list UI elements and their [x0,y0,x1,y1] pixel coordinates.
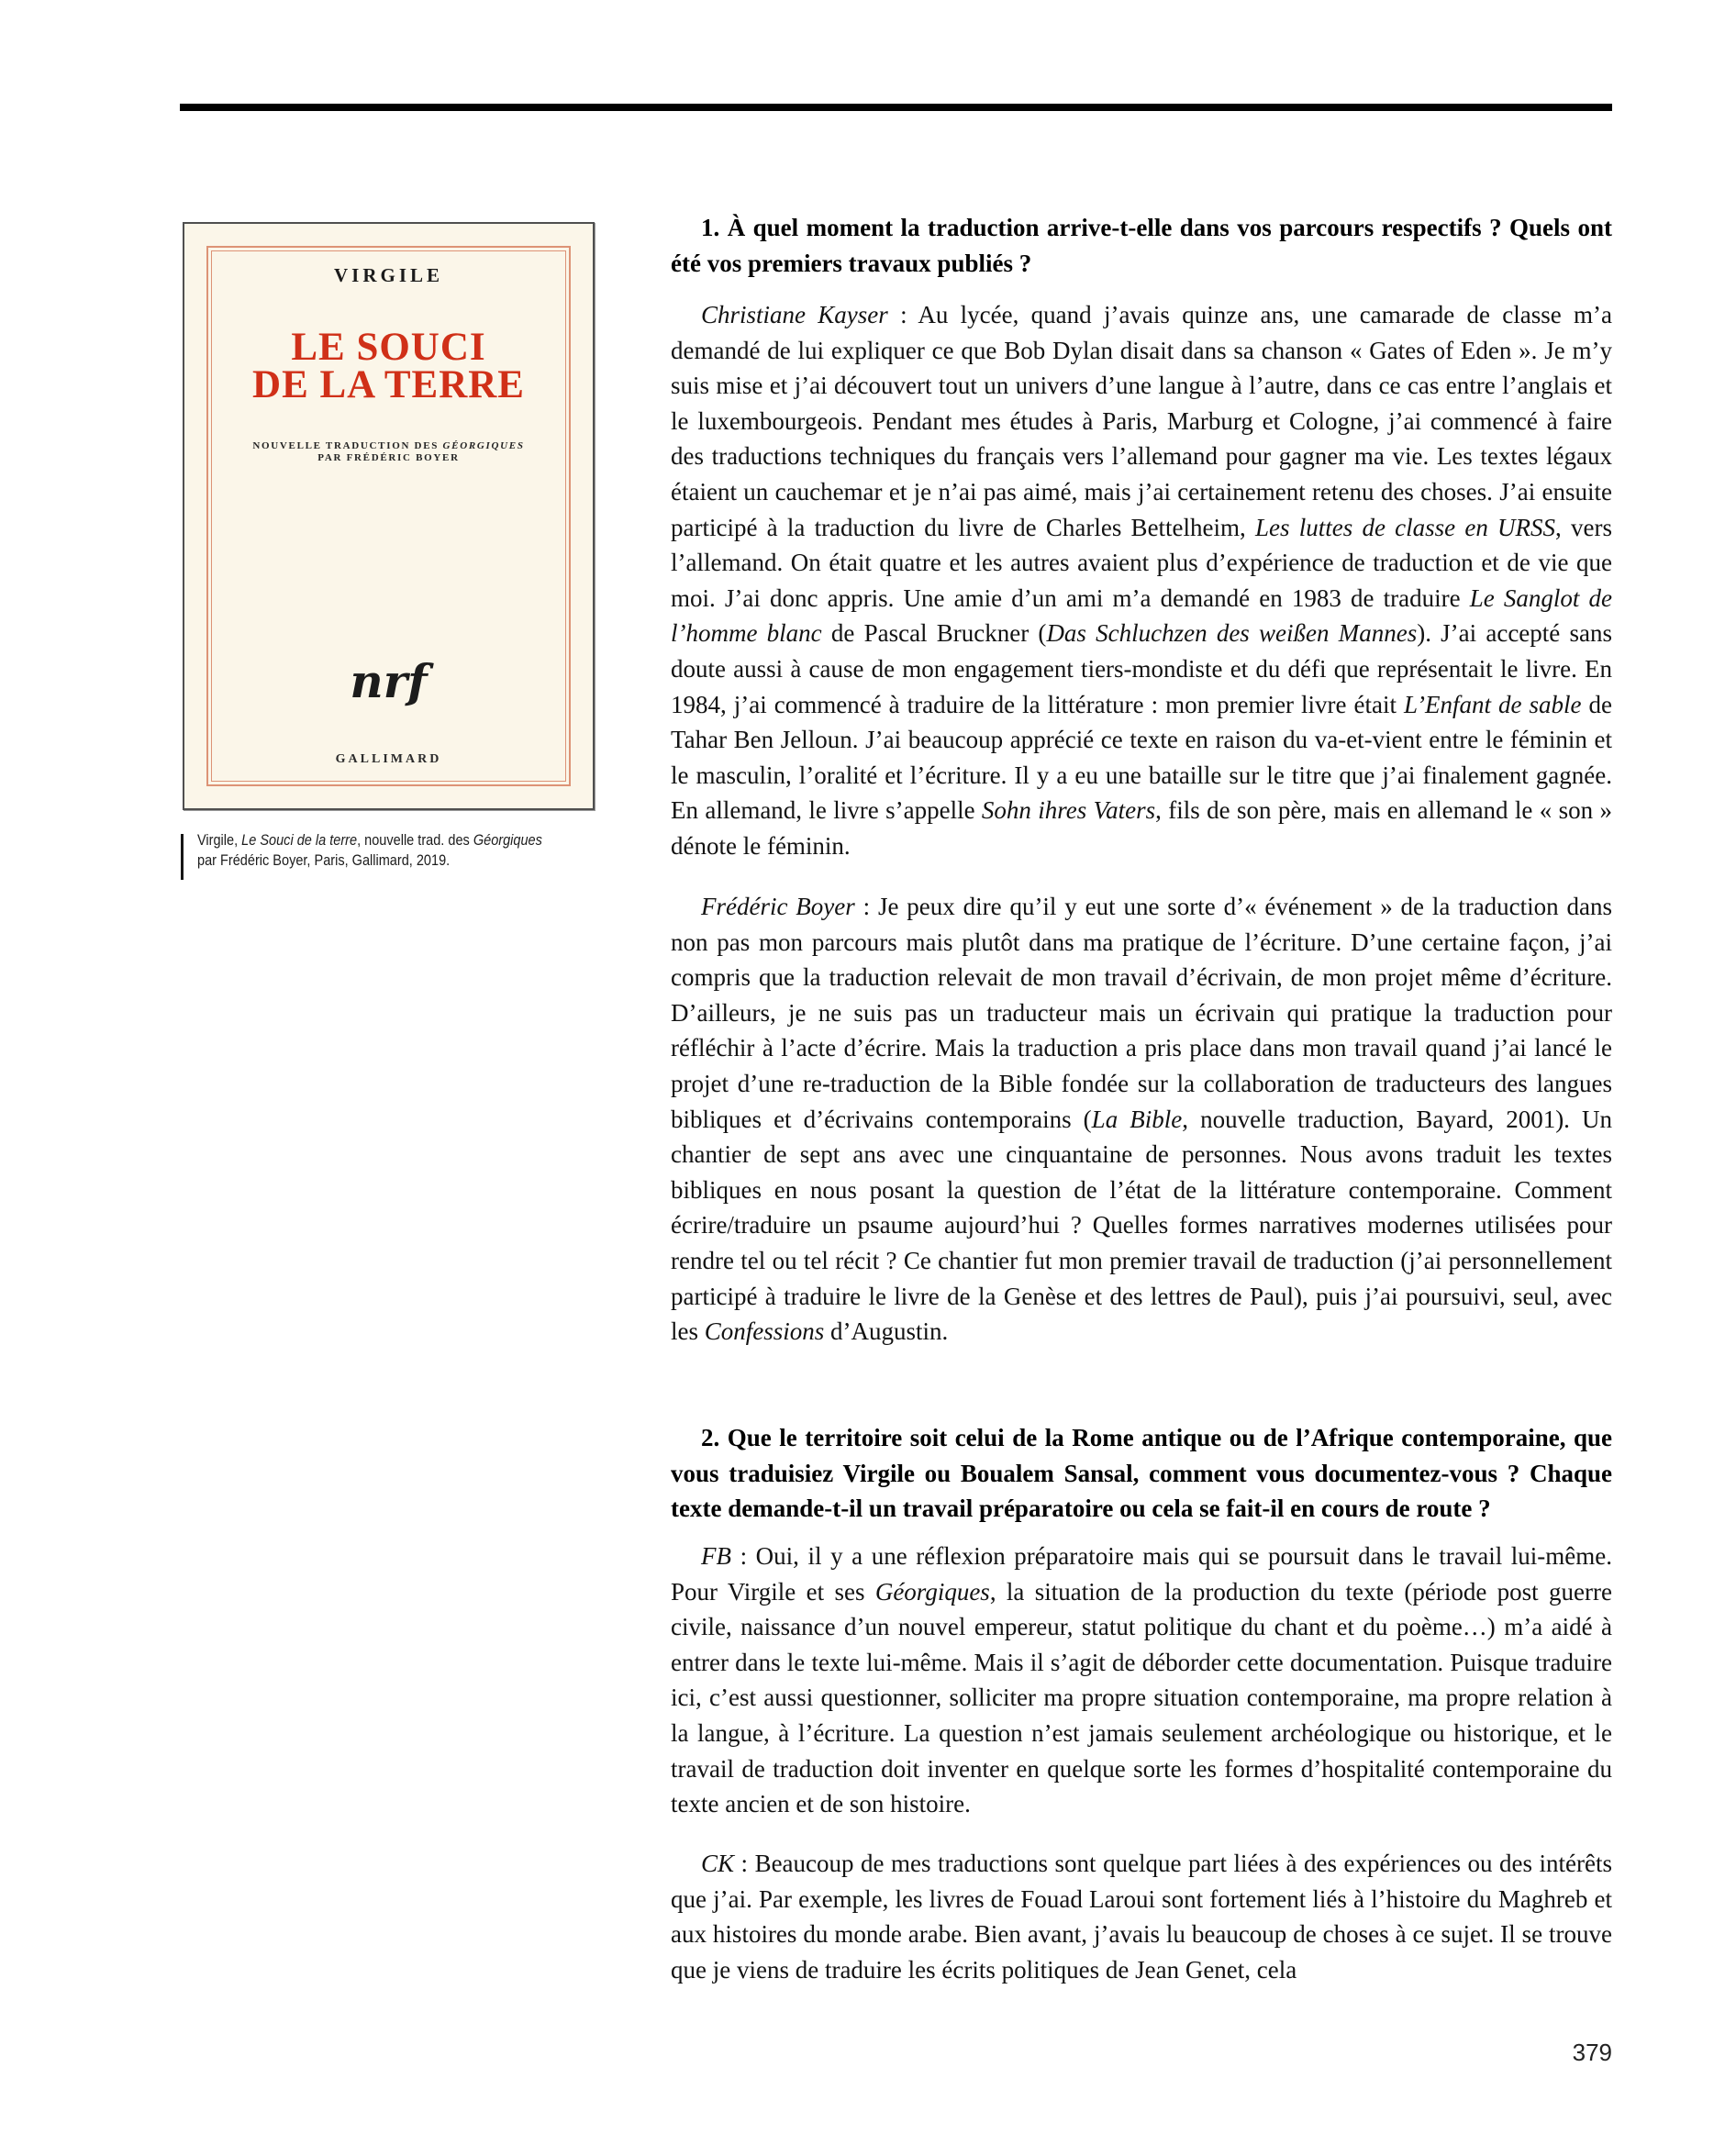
cover-title-line1: LE SOUCI [291,326,486,369]
caption-line-2: par Frédéric Boyer, Paris, Gallimard, 2019. [197,851,451,869]
interview-question-1: 1. À quel moment la traduction arrive-t-elle dans vos parcours respectifs ? Quels ont été vos premiers travaux publiés ? [671,214,1612,277]
cover-title [184,328,593,404]
interview-answer-kayser: Christiane Kayser : Au lycée, quand j’avais quinze ans, une camarade de classe m’a demandé de lui expliquer ce que Bob Dylan disait dans sa chanson « Gates of Eden ». Je m’y suis mise et j’ai découvert tout un univers d’une langue à l’autre, dans ce cas entre l’anglais et le luxembourgeois. Pendant mes études à Paris, Marburg et Cologne, j’ai commencé à faire des traductions techniques du français vers l’allemand pour gagner ma vie. Les textes légaux étaient un cauchemar et je n’ai pas aimé, mais j’ai certainement retenu des choses. J’ai ensuite participé à la traduction du livre de Charles Bettelheim, Les luttes de classe en URSS, vers l’allemand. On était quatre et les autres avaient plus d’expérience de traduction et de vie que moi. J’ai donc appris. Une amie d’un ami m’a demandé en 1983 de traduire Le Sanglot de l’homme blanc de Pascal Bruckner (Das Schluchzen des weißen Mannes). J’ai accepté sans doute aussi à cause de mon engagement tiers-mondiste et du défi que représentait le livre. En 1984, j’ai commencé à traduire de la littérature : mon premier livre était L’Enfant de sable de Tahar Ben Jelloun. J’ai beaucoup apprécié ce texte en raison du va-et-vient entre le féminin et le masculin, l’oralité et l’écriture. Il y a eu une bataille sur le titre que j’ai finalement gagnée. En allemand, le livre s’appelle Sohn ihres Vaters, fils de son père, mais en allemand le « son » dénote le féminin. [671,301,1613,860]
cover-subtitle [184,440,593,464]
interview-question-2: 2. Que le territoire soit celui de la Rome antique ou de l’Afrique contemporaine, que vous traduisiez Virgile ou Boualem Sansal, comment vous documentez-vous ? Chaque texte demande-t-il un travail préparatoire ou cela se fait-il en cours de route ? [671,1424,1612,1523]
interview-answer-ck: CK : Beaucoup de mes traductions sont quelque part liées à des expériences ou des intérêts que j’ai. Par exemple, les livres de Fouad Laroui sont fortement liés à l’histoire du Maghreb et aux histoires du monde arabe. Bien avant, j’avais lu beaucoup de choses à ce sujet. Il se trouve que je viens de traduire les écrits politiques de Jean Genet, cela [671,1850,1612,1984]
nrf-logo: nrf [350,654,428,708]
cover-subtitle-line2: PAR FRÉDÉRIC BOYER [317,452,460,463]
figure-caption [197,831,542,871]
cover-title-line2: DE LA TERRE [252,363,525,406]
interview-answer-fb: FB : Oui, il y a une réflexion préparatoire mais qui se poursuit dans le travail lui-même. Pour Virgile et ses Géorgiques, la situation de la production du texte (période post guerre civile, naissance d’un nouvel empereur, statut politique du chant et du poème…) m’a aidé à entrer dans le texte lui-même. Mais il s’agit de déborder cette documentation. Puisque traduire ici, c’est aussi questionner, solliciter ma propre situation contemporaine, ma propre relation à la langue, à l’écriture. La question n’est jamais seulement archéologique ou historique, et le travail de traduction doit inventer en quelque sorte les formes d’hospitalité contemporaine du texte ancien et de son histoire. [671,1542,1613,1818]
publisher-name: GALLIMARD [335,752,442,766]
book-cover [183,222,595,810]
caption-line-1: Virgile, Le Souci de la terre, nouvelle trad. des Géorgiques [197,832,542,849]
cover-author: VIRGILE [333,264,444,286]
header-rule [180,104,1612,111]
cover-subtitle-line1: NOUVELLE TRADUCTION DES GÉORGIQUES [252,440,525,451]
caption-bar [181,834,184,880]
interview-answer-boyer: Frédéric Boyer : Je peux dire qu’il y eut une sorte d’« événement » de la traduction dans non pas mon parcours mais plutôt dans ma pratique de l’écriture. D’une certaine façon, j’ai compris que la traduction relevait de mon travail d’écrivain, de mon projet même d’écriture. D’ailleurs, je ne suis pas un traducteur mais un écrivain qui pratique la traduction pour réfléchir à l’acte d’écrire. Mais la traduction a pris place dans mon travail quand j’ai lancé le projet d’une re-traduction de la Bible fondée sur la collaboration de traducteurs des langues bibliques et d’écrivains contemporains (La Bible, nouvelle traduction, Bayard, 2001). Un chantier de sept ans avec une cinquantaine de personnes. Nous avons traduit les textes bibliques en nous posant la question de l’état de la littérature contemporaine. Comment écrire/traduire un psaume aujourd’hui ? Quelles formes narratives modernes utilisées pour rendre tel ou tel récit ? Ce chantier fut mon premier travail de traduction (j’ai personnellement participé à traduire le livre de la Genèse et des lettres de Paul), puis j’ai poursuivi, seul, avec les Confessions d’Augustin. [671,893,1613,1346]
page-number: 379 [1572,2039,1612,2066]
